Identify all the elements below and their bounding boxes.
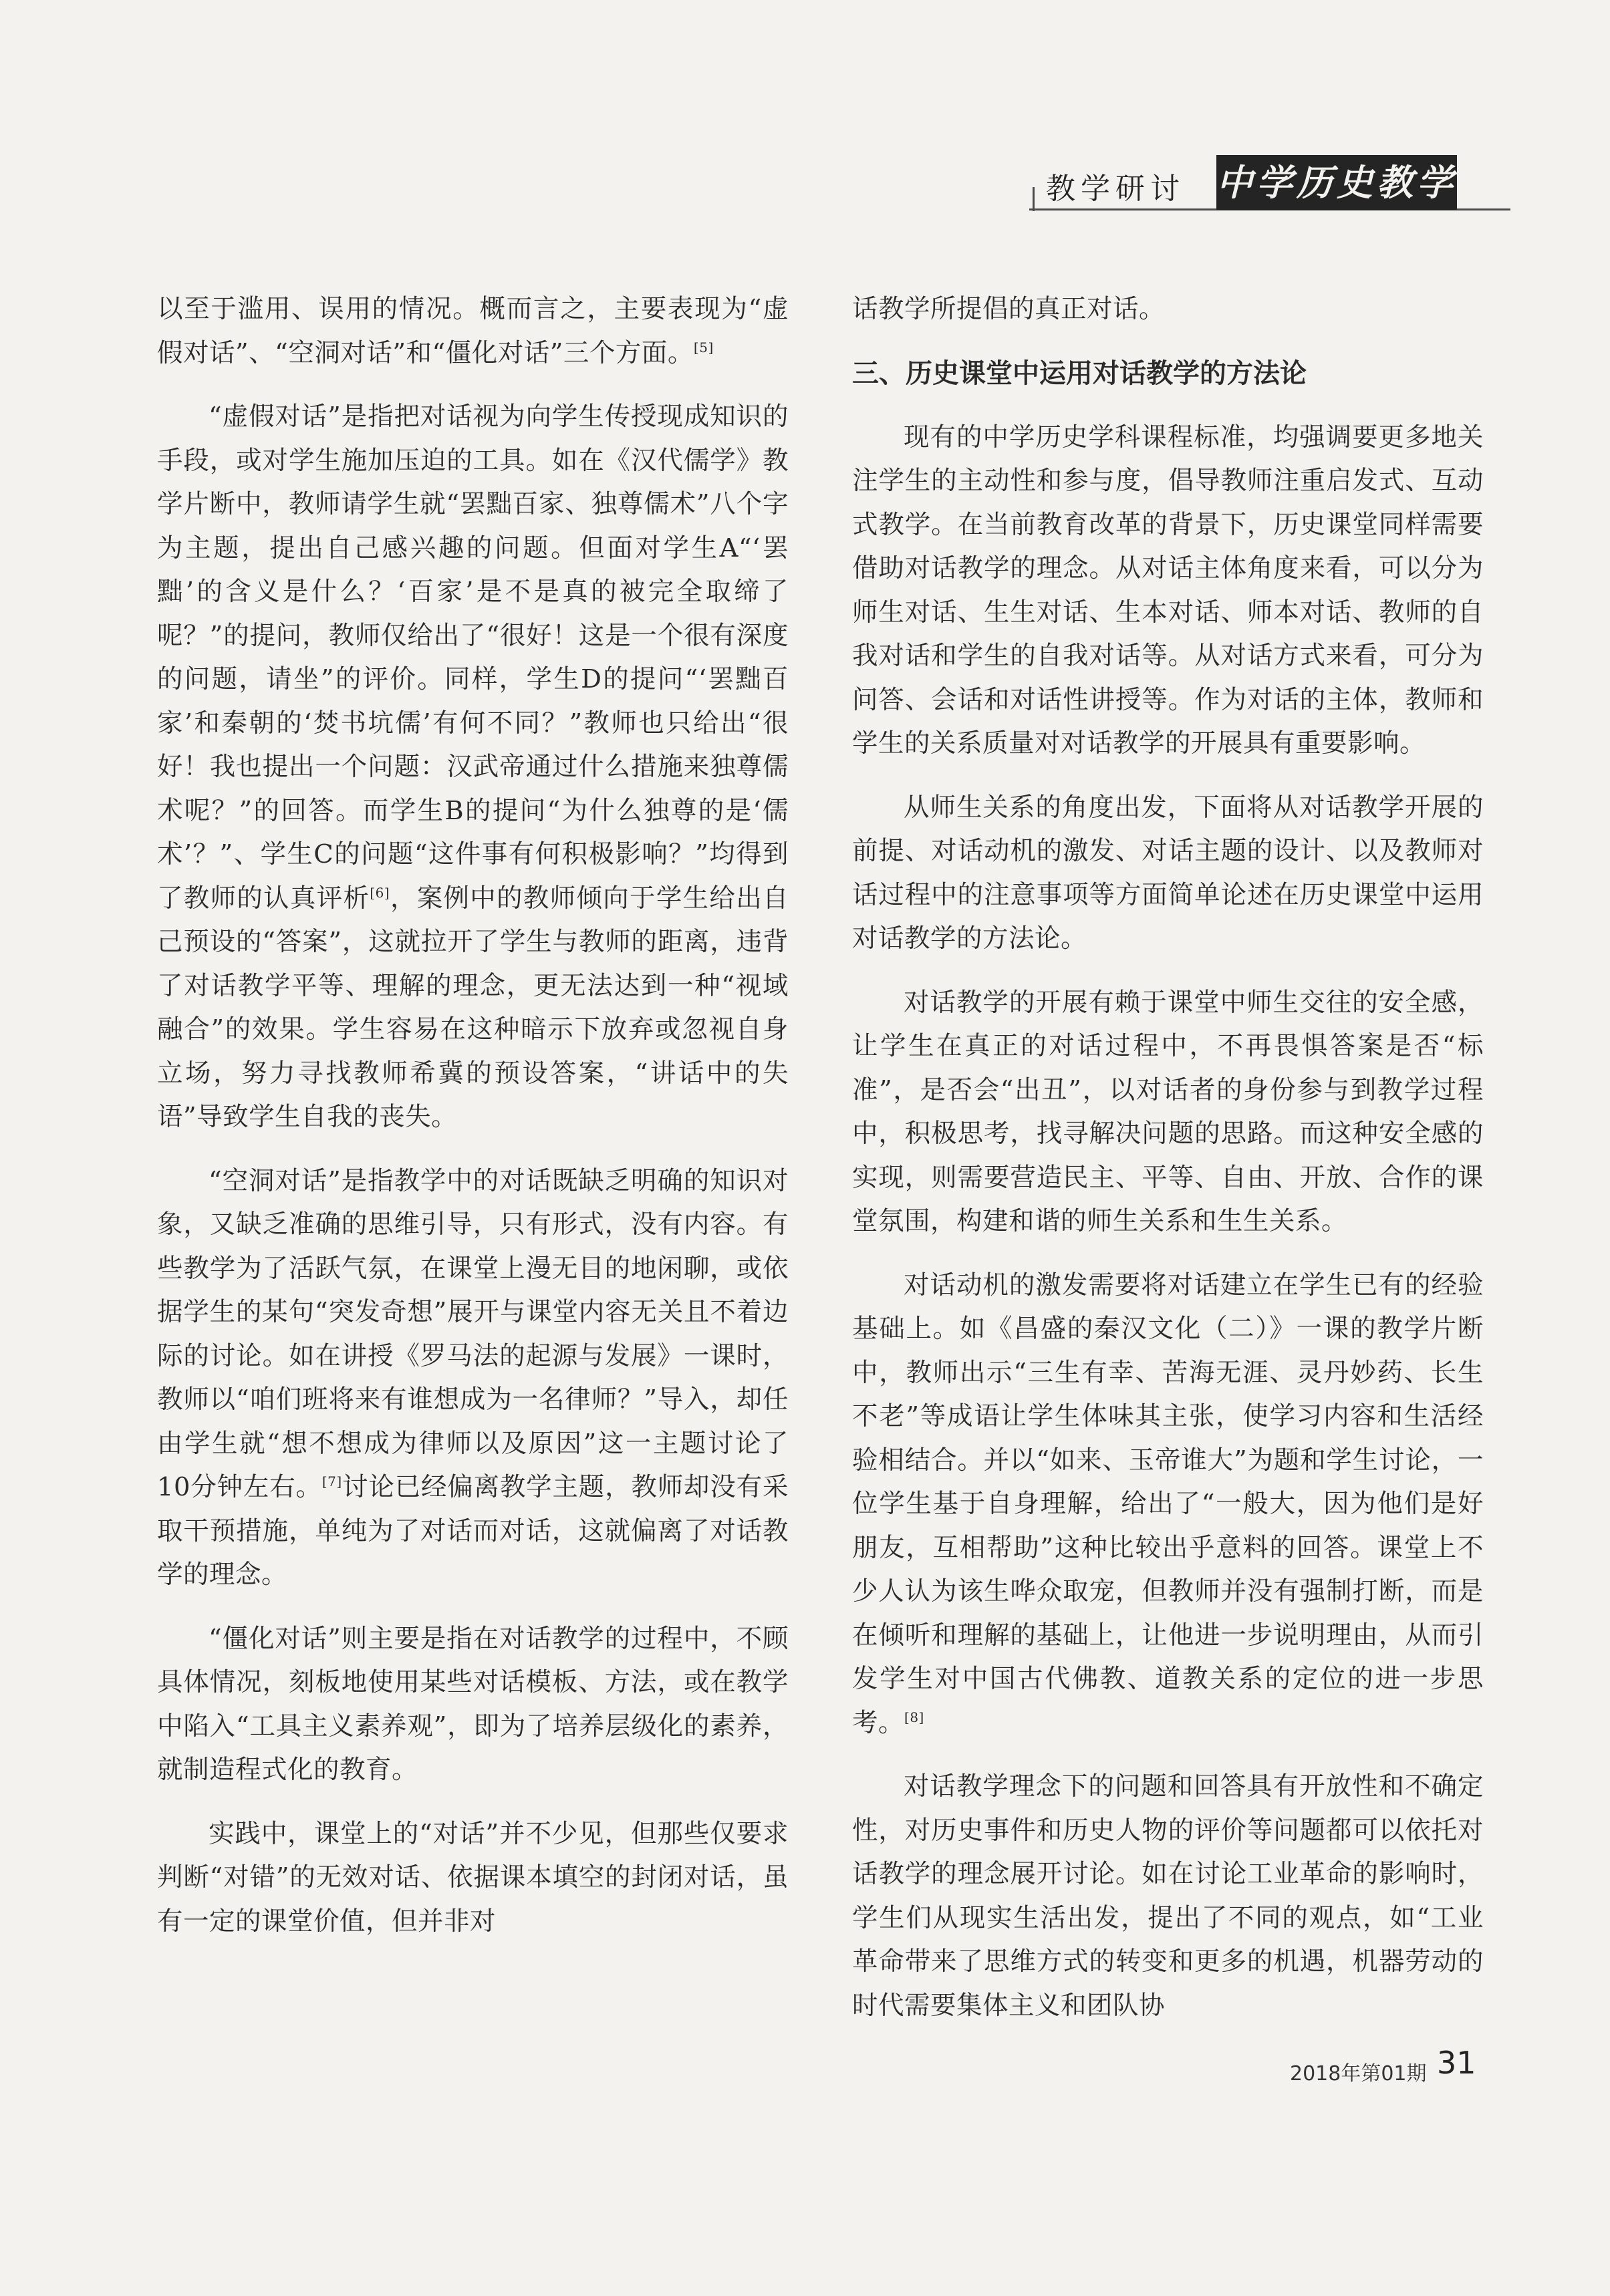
paragraph-text: ，案例中的教师倾向于学生给出自己预设的“答案”，这就拉开了学生与教师的距离，违背了对话教学平等、理解的理念，更无法达到一种“视域融合”的效果。学生容易在这种暗示下放弃或忽视自身立场，努力寻找教师希冀的预设答案，“讲话中的失语”导致学生自我的丧失。 [157, 883, 789, 1132]
paragraph-curriculum: 现有的中学历史学科课程标准，均强调要更多地关注学生的主动性和参与度，倡导教师注重启发式、互动式教学。在当前教育改革的背景下，历史课堂同样需要借助对话教学的理念。从对话主体角度来看，可以分为师生对话、生生对话、生本对话、师本对话、教师的自我对话和学生的自我对话等。从对话方式来看，可分为问答、会话和对话性讲授等。作为对话的主体，教师和学生的关系质量对对话教学的开展具有重要影响。 [852, 422, 1484, 758]
page-number: 31 [1437, 2045, 1476, 2081]
paragraph-text: “空洞对话”是指教学中的对话既缺乏明确的知识对象，又缺乏准确的思维引导，只有形式，没有内容。有些教学为了活跃气氛，在课堂上漫无目的地闲聊，或依据学生的某句“突发奇想”展开与课堂内容无关且不着边际的讨论。如在讲授《罗马法的起源与发展》一课时，教师以“咱们班将来有谁想成为一名律师？”导入，却任由学生就“想不想成为律师以及原因”这一主题讨论了10分钟左右。 [157, 1165, 789, 1502]
paragraph-safety: 对话教学的开展有赖于课堂中师生交往的安全感，让学生在真正的对话过程中，不再畏惧答案是否“标准”，是否会“出丑”，以对话者的身份参与到教学过程中，积极思考，找寻解决问题的思路。而这种安全感的实现，则需要营造民主、平等、自由、开放、合作的课堂氛围，构建和谐的师生关系和生生关系。 [852, 987, 1484, 1236]
paragraph-empty-dialogue [157, 1159, 789, 1597]
paragraph-rigid-dialogue: “僵化对话”则主要是指在对话教学的过程中，不顾具体情况，刻板地使用某些对话模板、方法，或在教学中陷入“工具主义素养观”，即为了培养层级化的素养，就制造程式化的教育。 [157, 1623, 789, 1785]
left-column [157, 287, 789, 1963]
paragraph-continued: 话教学所提倡的真正对话。 [852, 294, 1166, 324]
section-label: 教学研讨 [1046, 172, 1185, 206]
citation-ref: [7] [321, 1473, 342, 1490]
right-column [852, 287, 1484, 2047]
paragraph-openness: 对话教学理念下的问题和回答具有开放性和不确定性，对历史事件和历史人物的评价等问题都可以依托对话教学的理念展开讨论。如在讨论工业革命的影响时，学生们从现实生活出发，提出了不同的观点，如“工业革命带来了思维方式的转变和更多的机遇，机器劳动的时代需要集体主义和团队协 [852, 1771, 1484, 2021]
paragraph-motivation [852, 1264, 1484, 1745]
paragraph-text: “虚假对话”是指把对话视为向学生传授现成知识的手段，或对学生施加压迫的工具。如在《汉代儒学》教学片断中，教师请学生就“罢黜百家、独尊儒术”八个字为主题，提出自己感兴趣的问题。但面对学生A“‘罢黜’的含义是什么？‘百家’是不是真的被完全取缔了呢？”的提问，教师仅给出了“很好！这是一个很有深度的问题，请坐”的评价。同样，学生D的提问“‘罢黜百家’和秦朝的‘焚书坑儒’有何不同？”教师也只给出“很好！我也提出一个问题：汉武帝通过什么措施来独尊儒术呢？”的回答。而学生B的提问“为什么独尊的是‘儒术’？”、学生C的问题“这件事有何积极影响？”均得到了教师的认真评析 [157, 402, 789, 913]
journal-logo: 中学历史教学 [1216, 155, 1457, 210]
citation-ref: [6] [370, 884, 390, 901]
citation-ref: [8] [904, 1709, 924, 1725]
paragraph-false-dialogue [157, 395, 789, 1139]
issue-label: 2018年第01期 [1290, 2062, 1427, 2086]
paragraph-teacher-student: 从师生关系的角度出发，下面将从对话教学开展的前提、对话动机的激发、对话主题的设计、以及教师对话过程中的注意事项等方面简单论述在历史课堂中运用对话教学的方法论。 [852, 792, 1484, 954]
paragraph-practice: 实践中，课堂上的“对话”并不少见，但那些仅要求判断“对错”的无效对话、依据课本填空的封闭对话，虽有一定的课堂价值，但并非对 [157, 1818, 789, 1936]
citation-ref: [5] [693, 339, 714, 355]
header-divider-tick [1033, 187, 1035, 211]
paragraph-text: 讨论已经偏离教学主题，教师却没有采取干预措施，单纯为了对话而对话，这就偏离了对话教学的理念。 [157, 1472, 789, 1590]
paragraph-continued [157, 287, 789, 375]
section-heading: 三、历史课堂中运用对话教学的方法论 [852, 357, 1307, 389]
paragraph-text: 以至于滥用、误用的情况。概而言之，主要表现为“虚假对话”、“空洞对话”和“僵化对话”三个方面。 [157, 294, 789, 368]
paragraph-text: 对话动机的激发需要将对话建立在学生已有的经验基础上。如《昌盛的秦汉文化（二）》一课的教学片断中，教师出示“三生有幸、苦海无涯、灵丹妙药、长生不老”等成语让学生体味其主张，使学习内容和生活经验相结合。并以“如来、玉帝谁大”为题和学生讨论，一位学生基于自身理解，给出了“一般大，因为他们是好朋友，互相帮助”这种比较出乎意料的回答。课堂上不少人认为该生哗众取宠，但教师并没有强制打断，而是在倾听和理解的基础上，让他进一步说明理由，从而引发学生对中国古代佛教、道教关系的定位的进一步思考。 [852, 1270, 1484, 1738]
